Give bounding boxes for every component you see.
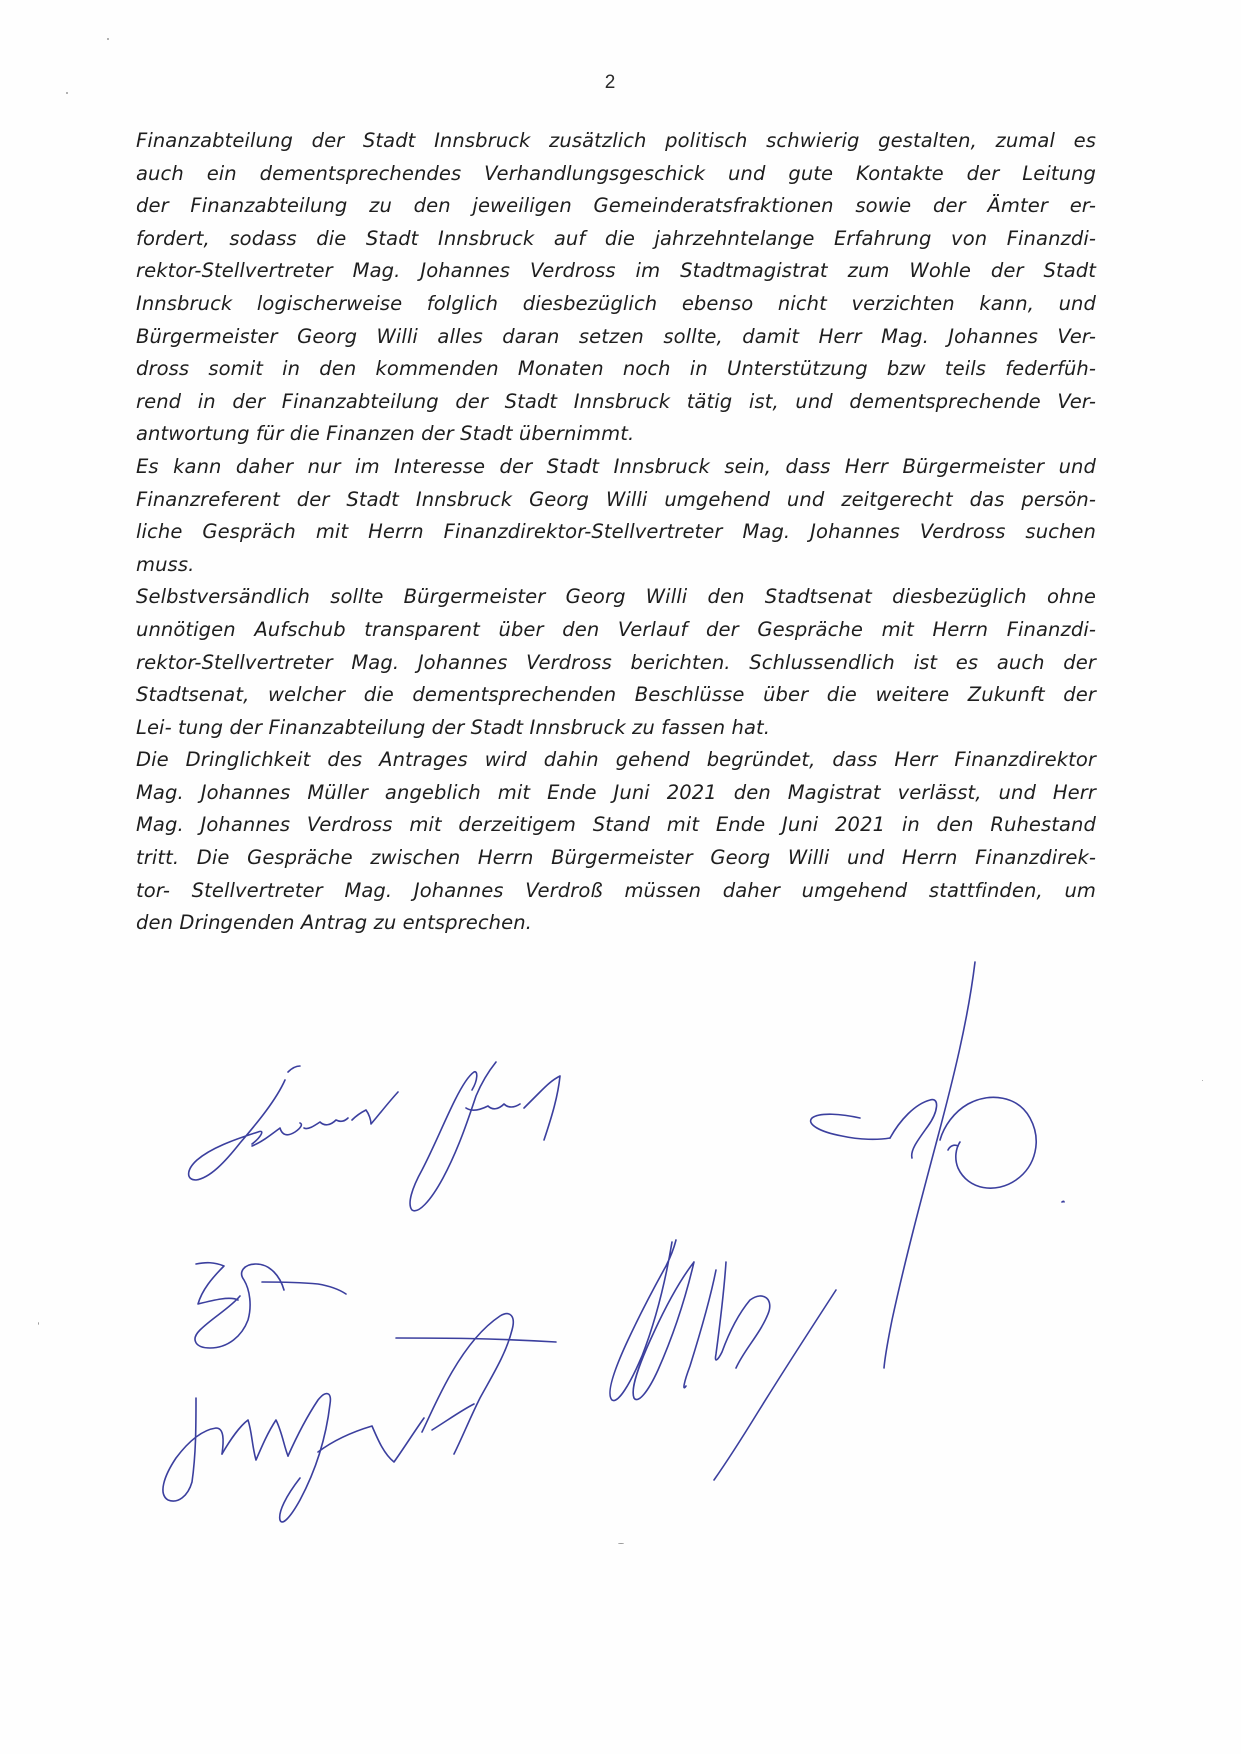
text-line: Bürgermeister Georg Willi alles daran setzen sollte, damit Herr Mag. Johannes Ver- — [136, 324, 1096, 348]
scan-speck — [618, 1543, 624, 1544]
signature-bottom-right — [610, 1240, 836, 1480]
signature-top-left — [189, 1062, 560, 1211]
body-text — [136, 125, 1096, 940]
text-line: Die Dringlichkeit des Antrages wird dahin gehend begründet, dass Herr Finanzdirektor — [136, 748, 1096, 772]
text-line: rektor-Stellvertreter Mag. Johannes Verdross berichten. Schlussendlich ist es auch der — [136, 650, 1096, 674]
scan-speck — [38, 1322, 39, 1325]
text-line: tor- Stellvertreter Mag. Johannes Verdroß müssen daher umgehend stattfinden, um — [136, 878, 1096, 902]
signatures-area — [0, 940, 1241, 1680]
text-line: rend in der Finanzabteilung der Stadt Innsbruck tätig ist, und dementsprechende Ver- — [136, 389, 1096, 413]
signature-bottom-left — [163, 1263, 556, 1522]
text-line: Finanzabteilung der Stadt Innsbruck zusätzlich politisch schwierig gestalten, zumal es — [136, 129, 1096, 152]
text-line: der Finanzabteilung zu den jeweiligen Gemeinderatsfraktionen sowie der Ämter er- — [136, 194, 1096, 218]
text-line: dross somit in den kommenden Monaten noch in Unterstützung bzw teils federfüh- — [136, 357, 1096, 381]
text-line: Lei- tung der Finanzabteilung der Stadt Innsbruck zu fassen hat. — [136, 715, 771, 739]
text-line: fordert, sodass die Stadt Innsbruck auf die jahrzehntelange Erfahrung von Finanzdi- — [136, 226, 1096, 250]
text-line: antwortung für die Finanzen der Stadt übernimmt. — [136, 422, 635, 446]
text-line: liche Gespräch mit Herrn Finanzdirektor-Stellvertreter Mag. Johannes Verdross suchen — [136, 520, 1096, 544]
text-line: tritt. Die Gespräche zwischen Herrn Bürgermeister Georg Willi und Herrn Finanzdirek- — [136, 846, 1096, 870]
scan-speck — [1202, 1080, 1203, 1081]
text-line: Mag. Johannes Verdross mit derzeitigem Stand mit Ende Juni 2021 in den Ruhestand — [136, 813, 1096, 837]
text-line: rektor-Stellvertreter Mag. Johannes Verdross im Stadtmagistrat zum Wohle der Stadt — [136, 259, 1096, 283]
text-line: muss. — [136, 552, 195, 576]
scan-speck — [107, 38, 109, 40]
page-number: 2 — [604, 72, 616, 93]
text-line: Es kann daher nur im Interesse der Stadt Innsbruck sein, dass Herr Bürgermeister und — [136, 454, 1096, 478]
text-line: auch ein dementsprechendes Verhandlungsgeschick und gute Kontakte der Leitung — [136, 161, 1096, 185]
signature-top-right — [811, 962, 1064, 1368]
text-line: Innsbruck logischerweise folglich diesbezüglich ebenso nicht verzichten kann, und — [136, 291, 1096, 315]
text-line: unnötigen Aufschub transparent über den Verlauf der Gespräche mit Herrn Finanzdi- — [136, 617, 1096, 641]
text-line: den Dringenden Antrag zu entsprechen. — [136, 911, 532, 935]
scan-speck — [66, 92, 68, 94]
text-line: Selbstversändlich sollte Bürgermeister Georg Willi den Stadtsenat diesbezüglich ohne — [136, 585, 1096, 609]
text-line: Finanzreferent der Stadt Innsbruck Georg Willi umgehend und zeitgerecht das persön- — [136, 487, 1096, 511]
text-line: Mag. Johannes Müller angeblich mit Ende Juni 2021 den Magistrat verlässt, und Herr — [136, 780, 1096, 804]
text-line: Stadtsenat, welcher die dementsprechenden Beschlüsse über die weitere Zukunft der — [136, 683, 1096, 707]
